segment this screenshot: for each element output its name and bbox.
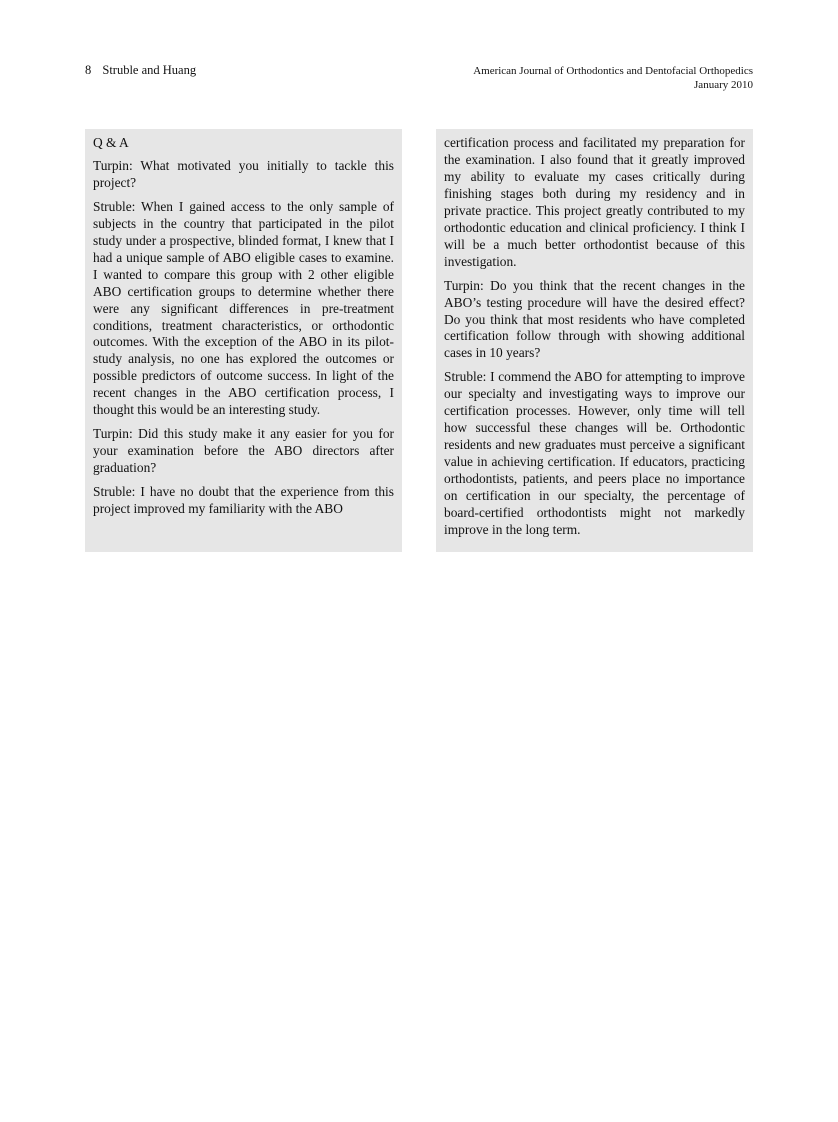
qa-paragraph: Struble: When I gained access to the only sample of subjects in the country that participated in the pilot study under a prospective, blinded format, I knew that I had a unique sample of ABO eligible cases to examine. I wanted to compare this group with 2 other eligible ABO certification groups to determine whether there were any significant differences in pre-treatment conditions, treatment characteristics, or orthodontic outcomes. With the exception of the ABO in its pilot-study analysis, no one has explored the outcomes or possible predictors of outcome success. In light of the recent changes in the ABO certification process, I thought this would be an interesting study. [93, 198, 394, 418]
qa-box-left-column [85, 129, 402, 552]
running-header-right [473, 64, 753, 92]
qa-paragraph: Struble: I have no doubt that the experience from this project improved my familiarity with the ABO [93, 484, 394, 517]
qa-heading: Q & A [93, 135, 129, 150]
journal-title: American Journal of Orthodontics and Dentofacial Orthopedics [473, 65, 753, 77]
qa-paragraph: Turpin: What motivated you initially to tackle this project? [93, 157, 394, 190]
qa-box-right-column [436, 129, 753, 552]
running-header-authors: Struble and Huang [102, 63, 197, 77]
issue-date: January 2010 [694, 79, 753, 91]
qa-paragraph: Turpin: Did this study make it any easier for you for your examination before the ABO directors after graduation? [93, 426, 394, 476]
qa-paragraph: Turpin: Do you think that the recent changes in the ABO’s testing procedure will have the desired effect? Do you think that most residents who have completed certification follow through with showing additional cases in 10 years? [444, 277, 745, 361]
running-header-left [85, 63, 196, 78]
qa-paragraph: certification process and facilitated my preparation for the examination. I also found that it greatly improved my ability to evaluate my cases critically during finishing stages both during my residency and in private practice. This project greatly contributed to my orthodontic education and clinical proficiency. I think I will be a much better orthodontist because of this investigation. [444, 135, 745, 269]
qa-paragraph: Struble: I commend the ABO for attempting to improve our specialty and investigating ways to improve our certification processes. However, only time will tell how successful these changes will be. Orthodontic residents and new graduates must perceive a significant value in achieving certification. If educators, practicing orthodontists, patients, and peers place no importance on certification in our specialty, the percentage of board-certified orthodontists might not markedly improve in the long term. [444, 369, 745, 537]
page-number: 8 [85, 63, 92, 77]
